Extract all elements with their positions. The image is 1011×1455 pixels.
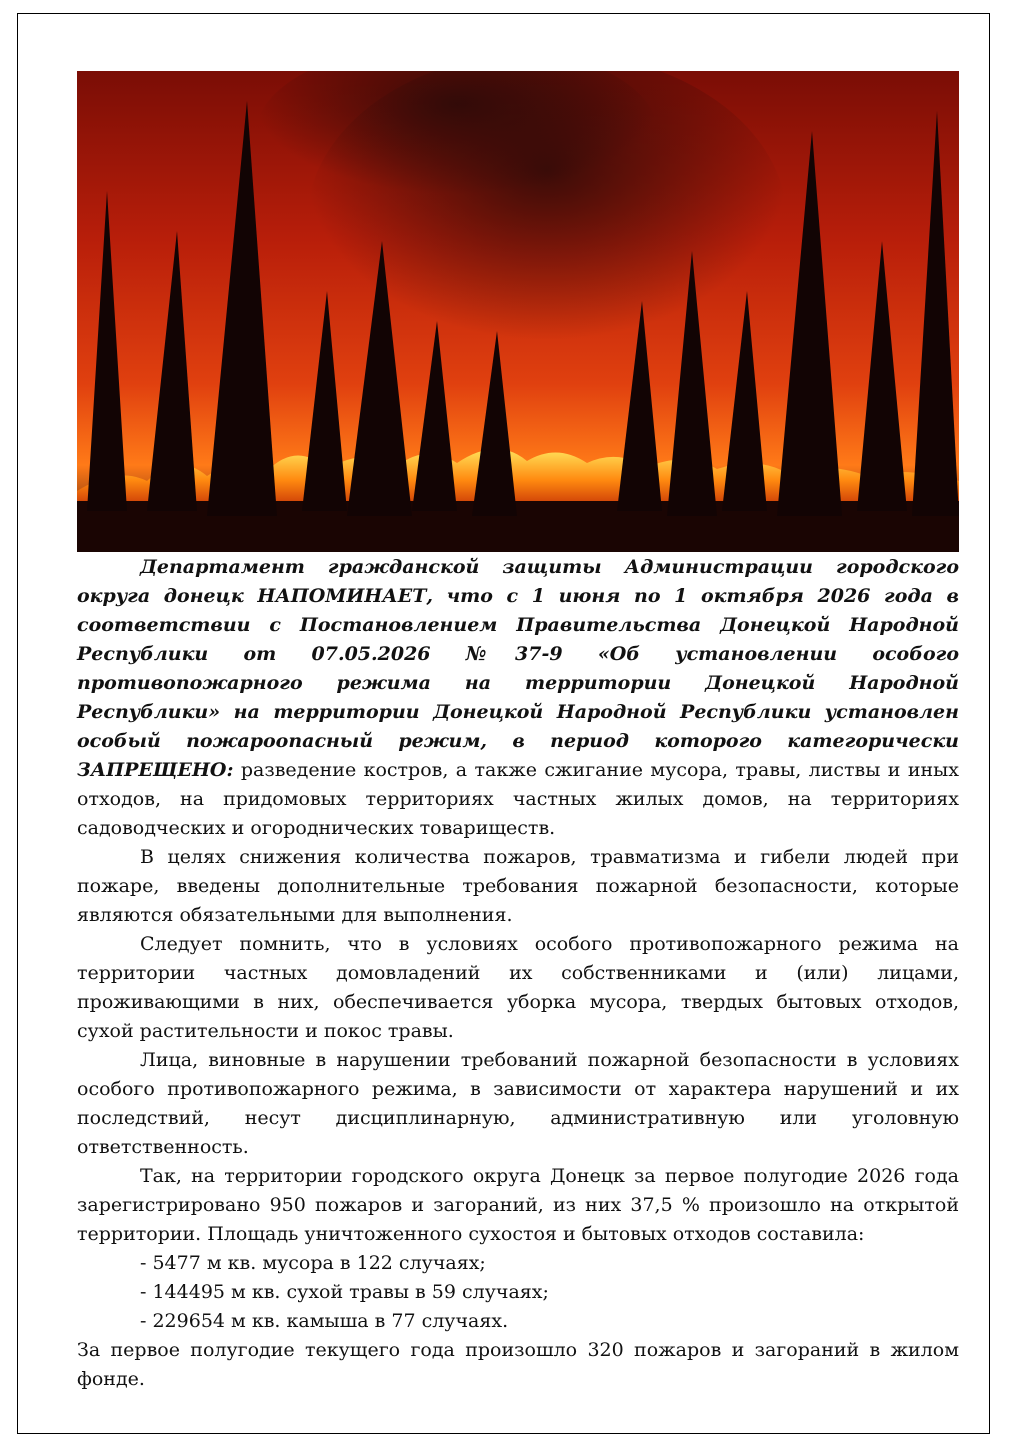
article-body xyxy=(77,553,959,1394)
forest-fire-photo xyxy=(77,71,959,552)
list-item: - 144495 м кв. сухой травы в 59 случаях; xyxy=(140,1281,549,1303)
list-item: - 5477 м кв. мусора в 122 случаях; xyxy=(140,1252,486,1274)
paragraph-4: Лица, виновные в нарушении требований пожарной безопасности в условиях особого противопожарного режима, в зависимости от характера нарушений и их последствий, несут дисциплинарную, административную или уголовную ответственность. xyxy=(77,1049,959,1158)
lead-paragraph xyxy=(77,553,959,843)
lead-emphasis: Департамент гражданской защиты Администрации городского округа донецк НАПОМИНАЕТ, что с 1 июня по 1 октября 2026 года в соответствии с Постановлением Правительства Донецкой Народной Республики от 07.05.2026 №37-9 «Об установлении особого противопожарного режима на территории Донецкой Народной Республики» на территории Донецкой Народной Республики установлен особый пожароопасный режим, в период которого категорически ЗАПРЕЩЕНО: xyxy=(77,556,959,781)
closing-paragraph: За первое полугодие текущего года произошло 320 пожаров и загораний в жилом фонде. xyxy=(77,1339,959,1390)
lead-rest: разведение костров, а также сжигание мусора, травы, листвы и иных отходов, на придомовых территориях частных жилых домов, на территориях садоводческих и огороднических товариществ. xyxy=(77,759,959,839)
paragraph-5: Так, на территории городского округа Донецк за первое полугодие 2026 года зарегистрировано 950 пожаров и загораний, из них 37,5 % произошло на открытой территории. Площадь уничтоженного сухостоя и бытовых отходов составила: xyxy=(77,1165,959,1245)
paragraph-3: Следует помнить, что в условиях особого противопожарного режима на территории частных домовладений их собственниками и (или) лицами, проживающими в них, обеспечивается уборка мусора, твердых бытовых отходов, сухой растительности и покос травы. xyxy=(77,933,959,1042)
list-item: - 229654 м кв. камыша в 77 случаях. xyxy=(140,1310,509,1332)
paragraph-2: В целях снижения количества пожаров, травматизма и гибели людей при пожаре, введены дополнительные требования пожарной безопасности, которые являются обязательными для выполнения. xyxy=(77,846,959,926)
